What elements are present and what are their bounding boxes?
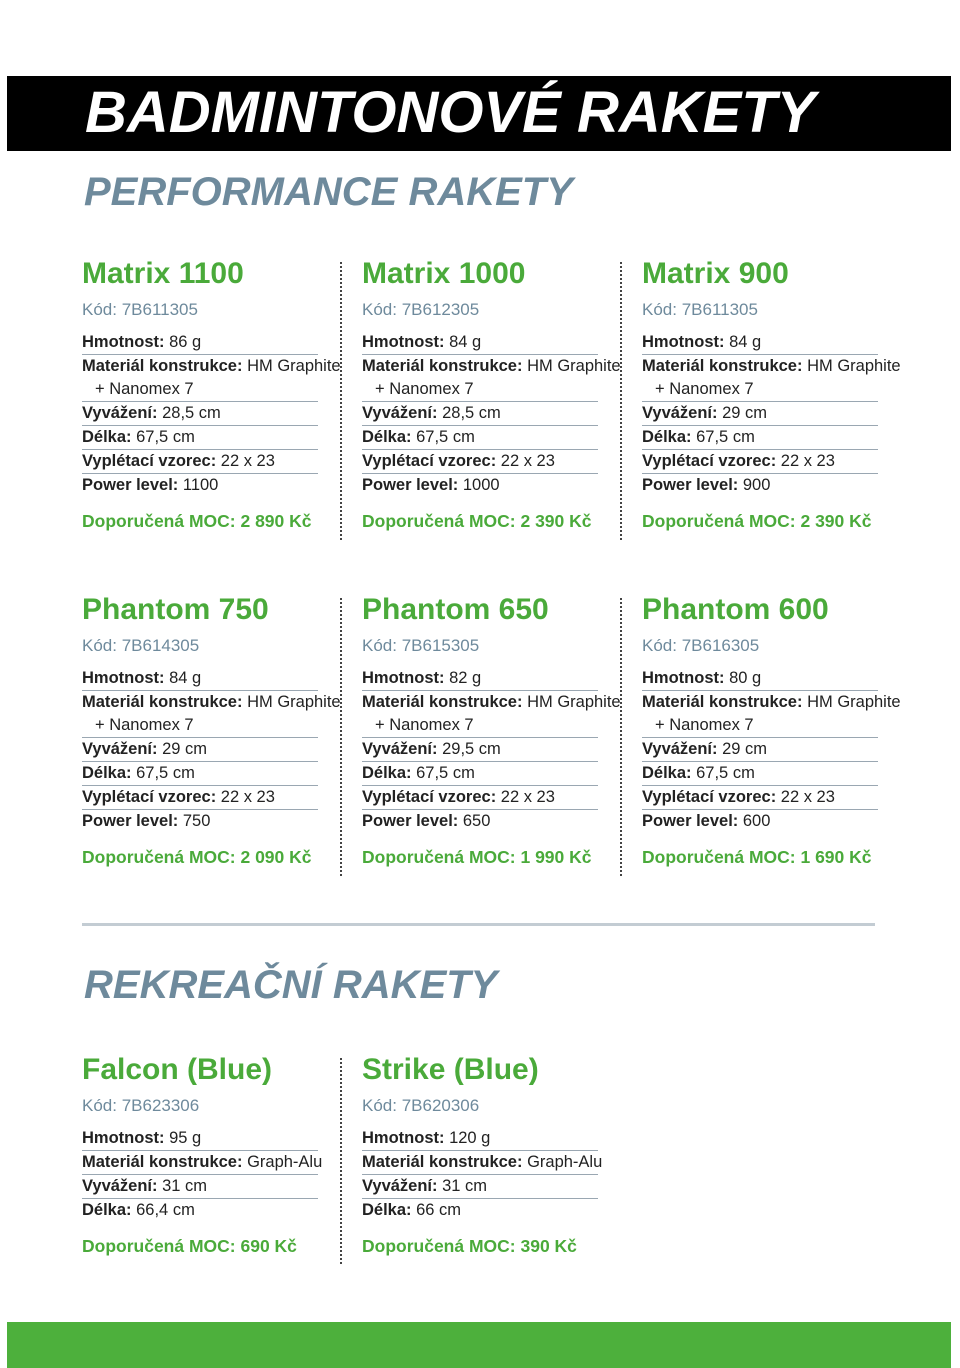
spec-row-continuation <box>362 714 598 738</box>
spec-label: Délka: <box>362 1201 412 1219</box>
spec-list <box>642 331 901 497</box>
spec-label: Vyvážení: <box>82 740 158 758</box>
title-banner <box>7 76 951 151</box>
spec-row-continuation <box>82 378 318 402</box>
spec-row <box>82 331 318 355</box>
product-card <box>642 593 901 869</box>
spec-row <box>82 1127 318 1151</box>
spec-row <box>642 786 878 810</box>
spec-value: HM Graphite <box>522 693 621 711</box>
section-divider <box>82 923 875 926</box>
spec-label: Vyplétací vzorec: <box>82 788 217 806</box>
spec-label: Hmotnost: <box>362 333 445 351</box>
spec-row <box>362 667 598 691</box>
spec-row <box>642 738 878 762</box>
spec-row <box>362 762 598 786</box>
spec-row <box>82 402 318 426</box>
spec-value: HM Graphite <box>242 693 341 711</box>
spec-value: 67,5 cm <box>691 764 755 782</box>
spec-label: Materiál konstrukce: <box>642 357 803 375</box>
spec-value: HM Graphite <box>522 357 621 375</box>
spec-label: Power level: <box>82 476 179 494</box>
spec-value: 80 g <box>724 669 762 687</box>
spec-row <box>82 810 318 833</box>
spec-label: Materiál konstrukce: <box>82 357 243 375</box>
spec-label: Hmotnost: <box>82 1129 165 1147</box>
spec-value: 82 g <box>444 669 482 687</box>
spec-label: Délka: <box>642 764 692 782</box>
product-price: Doporučená MOC: 2 890 Kč <box>82 511 312 531</box>
spec-value: 900 <box>738 476 771 494</box>
product-name: Phantom 600 <box>642 593 829 626</box>
spec-value: 67,5 cm <box>131 428 195 446</box>
spec-row <box>82 667 318 691</box>
spec-value: 22 x 23 <box>216 788 275 806</box>
spec-label: Hmotnost: <box>642 333 725 351</box>
spec-value-continued: + Nanomex 7 <box>375 716 474 734</box>
spec-value: 600 <box>738 812 771 830</box>
spec-label: Materiál konstrukce: <box>362 1153 523 1171</box>
spec-value: 95 g <box>164 1129 202 1147</box>
spec-value: 750 <box>178 812 211 830</box>
spec-value-continued: + Nanomex 7 <box>95 716 194 734</box>
product-code: Kód: 7B611305 <box>642 300 758 319</box>
spec-value-continued: + Nanomex 7 <box>375 380 474 398</box>
product-code: Kód: 7B623306 <box>82 1096 200 1115</box>
spec-value: 29 cm <box>717 404 768 422</box>
spec-list <box>82 331 341 497</box>
page-title: BADMINTONOVÉ RAKETY <box>85 80 816 145</box>
spec-label: Vyplétací vzorec: <box>362 452 497 470</box>
spec-row <box>362 474 598 497</box>
product-card <box>82 1053 323 1258</box>
product-code: Kód: 7B611305 <box>82 300 198 319</box>
spec-value: 650 <box>458 812 491 830</box>
spec-label: Vyvážení: <box>642 740 718 758</box>
spec-label: Vyplétací vzorec: <box>642 788 777 806</box>
spec-label: Hmotnost: <box>642 669 725 687</box>
spec-value-continued: + Nanomex 7 <box>655 380 754 398</box>
spec-value: 31 cm <box>437 1177 488 1195</box>
spec-list <box>642 667 901 833</box>
spec-row <box>642 762 878 786</box>
spec-row <box>642 402 878 426</box>
product-price: Doporučená MOC: 390 Kč <box>362 1236 577 1256</box>
spec-value: 22 x 23 <box>776 788 835 806</box>
spec-value: 31 cm <box>157 1177 208 1195</box>
spec-row <box>82 474 318 497</box>
spec-list <box>362 667 621 833</box>
product-price: Doporučená MOC: 2 390 Kč <box>642 511 872 531</box>
spec-value-continued: + Nanomex 7 <box>655 716 754 734</box>
spec-list <box>362 331 621 497</box>
spec-value: 84 g <box>444 333 482 351</box>
spec-label: Hmotnost: <box>82 669 165 687</box>
spec-row <box>642 691 901 714</box>
spec-label: Vyvážení: <box>82 1177 158 1195</box>
spec-row <box>362 450 598 474</box>
spec-row <box>82 691 341 714</box>
spec-label: Vyvážení: <box>362 404 438 422</box>
spec-row <box>362 786 598 810</box>
product-price: Doporučená MOC: 2 090 Kč <box>82 847 312 867</box>
spec-label: Vyvážení: <box>362 1177 438 1195</box>
spec-label: Délka: <box>642 428 692 446</box>
spec-row <box>362 738 598 762</box>
column-separator <box>340 1058 342 1264</box>
spec-label: Power level: <box>362 812 459 830</box>
spec-value: HM Graphite <box>242 357 341 375</box>
spec-row <box>82 786 318 810</box>
spec-row <box>362 1175 598 1199</box>
spec-value: 66,4 cm <box>131 1201 195 1219</box>
spec-row <box>642 810 878 833</box>
spec-row <box>362 402 598 426</box>
spec-row <box>642 667 878 691</box>
spec-value: 67,5 cm <box>691 428 755 446</box>
spec-label: Hmotnost: <box>362 1129 445 1147</box>
spec-row <box>642 331 878 355</box>
spec-value-continued: + Nanomex 7 <box>95 380 194 398</box>
spec-value: HM Graphite <box>802 357 901 375</box>
product-card <box>642 257 901 533</box>
spec-value: Graph-Alu <box>242 1153 323 1171</box>
product-card <box>82 257 341 533</box>
spec-value: 22 x 23 <box>496 788 555 806</box>
spec-row <box>362 810 598 833</box>
spec-label: Power level: <box>362 476 459 494</box>
spec-row <box>82 762 318 786</box>
spec-label: Materiál konstrukce: <box>82 1153 243 1171</box>
spec-value: 84 g <box>724 333 762 351</box>
product-card <box>362 1053 603 1258</box>
spec-label: Hmotnost: <box>82 333 165 351</box>
product-name: Matrix 900 <box>642 257 789 290</box>
spec-row-continuation <box>642 714 878 738</box>
spec-row <box>82 1199 318 1222</box>
spec-label: Vyplétací vzorec: <box>362 788 497 806</box>
spec-row <box>362 1199 598 1222</box>
spec-label: Vyvážení: <box>362 740 438 758</box>
spec-label: Power level: <box>642 476 739 494</box>
spec-value: 29,5 cm <box>437 740 501 758</box>
spec-row <box>82 355 341 378</box>
product-card <box>362 593 621 869</box>
spec-label: Délka: <box>82 1201 132 1219</box>
spec-row <box>362 331 598 355</box>
spec-row <box>642 426 878 450</box>
spec-value: 120 g <box>444 1129 491 1147</box>
product-name: Phantom 750 <box>82 593 269 626</box>
spec-label: Délka: <box>362 764 412 782</box>
product-name: Matrix 1100 <box>82 257 244 290</box>
spec-value: 29 cm <box>157 740 208 758</box>
spec-value: 86 g <box>164 333 202 351</box>
spec-label: Vyplétací vzorec: <box>82 452 217 470</box>
column-separator <box>340 262 342 540</box>
product-price: Doporučená MOC: 690 Kč <box>82 1236 297 1256</box>
spec-row <box>362 355 621 378</box>
spec-row-continuation <box>82 714 318 738</box>
product-name: Falcon (Blue) <box>82 1053 273 1086</box>
spec-label: Materiál konstrukce: <box>82 693 243 711</box>
spec-label: Hmotnost: <box>362 669 445 687</box>
column-separator <box>620 262 622 540</box>
spec-value: 67,5 cm <box>131 764 195 782</box>
spec-label: Vyplétací vzorec: <box>642 452 777 470</box>
spec-value: 22 x 23 <box>776 452 835 470</box>
product-name: Matrix 1000 <box>362 257 526 290</box>
product-code: Kód: 7B616305 <box>642 636 760 655</box>
spec-value: 1000 <box>458 476 500 494</box>
column-separator <box>620 598 622 876</box>
product-name: Phantom 650 <box>362 593 549 626</box>
spec-row-continuation <box>362 378 598 402</box>
spec-row <box>82 1175 318 1199</box>
product-price: Doporučená MOC: 2 390 Kč <box>362 511 592 531</box>
spec-row <box>362 1127 598 1151</box>
spec-value: 67,5 cm <box>411 764 475 782</box>
product-name: Strike (Blue) <box>362 1053 539 1086</box>
spec-list <box>82 667 341 833</box>
spec-value: 28,5 cm <box>157 404 221 422</box>
spec-value: 22 x 23 <box>216 452 275 470</box>
product-card <box>82 593 341 869</box>
product-code: Kód: 7B614305 <box>82 636 200 655</box>
spec-value: 22 x 23 <box>496 452 555 470</box>
spec-row <box>82 1151 323 1175</box>
spec-list <box>362 1127 603 1222</box>
spec-value: 29 cm <box>717 740 768 758</box>
product-code: Kód: 7B615305 <box>362 636 480 655</box>
spec-row-continuation <box>642 378 878 402</box>
spec-label: Délka: <box>362 428 412 446</box>
spec-row <box>642 450 878 474</box>
spec-label: Vyvážení: <box>642 404 718 422</box>
footer-bar <box>7 1322 951 1368</box>
spec-value: 66 cm <box>411 1201 462 1219</box>
spec-value: 84 g <box>164 669 202 687</box>
spec-row <box>362 691 621 714</box>
product-card <box>362 257 621 533</box>
spec-label: Vyvážení: <box>82 404 158 422</box>
spec-row <box>642 355 901 378</box>
section-title-recreational: REKREAČNÍ RAKETY <box>84 963 498 1007</box>
section-title-performance: PERFORMANCE RAKETY <box>84 170 573 214</box>
spec-row <box>642 474 878 497</box>
spec-row <box>82 426 318 450</box>
spec-value: Graph-Alu <box>522 1153 603 1171</box>
spec-label: Délka: <box>82 428 132 446</box>
product-price: Doporučená MOC: 1 990 Kč <box>362 847 592 867</box>
spec-label: Power level: <box>82 812 179 830</box>
spec-label: Materiál konstrukce: <box>642 693 803 711</box>
spec-label: Materiál konstrukce: <box>362 693 523 711</box>
spec-list <box>82 1127 323 1222</box>
spec-value: 28,5 cm <box>437 404 501 422</box>
product-price: Doporučená MOC: 1 690 Kč <box>642 847 872 867</box>
column-separator <box>340 598 342 876</box>
spec-row <box>82 450 318 474</box>
spec-value: HM Graphite <box>802 693 901 711</box>
spec-value: 67,5 cm <box>411 428 475 446</box>
spec-value: 1100 <box>178 476 219 494</box>
spec-row <box>362 1151 603 1175</box>
spec-label: Délka: <box>82 764 132 782</box>
spec-row <box>82 738 318 762</box>
spec-label: Materiál konstrukce: <box>362 357 523 375</box>
spec-label: Power level: <box>642 812 739 830</box>
product-code: Kód: 7B620306 <box>362 1096 480 1115</box>
spec-row <box>362 426 598 450</box>
product-code: Kód: 7B612305 <box>362 300 480 319</box>
